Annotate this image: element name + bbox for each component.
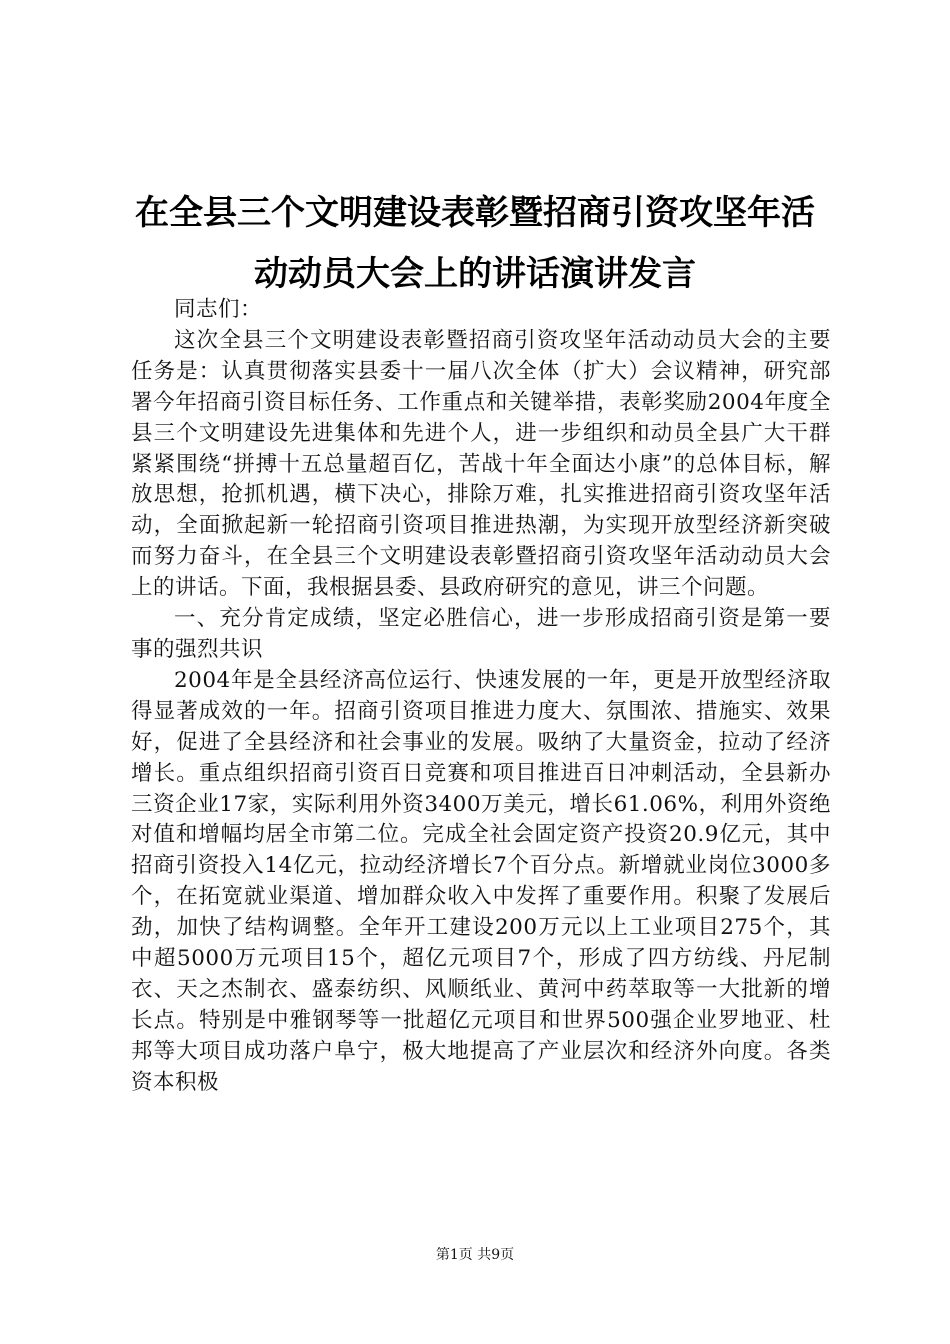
document-title-line2: 动动员大会上的讲话演讲发言 <box>254 254 696 294</box>
salutation: 同志们： <box>174 297 263 322</box>
document-body <box>131 295 831 1099</box>
document-title-line1: 在全县三个文明建设表彰暨招商引资攻坚年活 <box>135 193 815 233</box>
body-paragraph: 这次全县三个文明建设表彰暨招商引资攻坚年活动动员大会的主要任务是：认真贯彻落实县委十一届八次全体（扩大）会议精神，研究部署今年招商引资目标任务、工作重点和关键举措，表彰奖励2004年度全县三个文明建设先进集体和先进个人，进一步组织和动员全县广大干群紧紧围绕“拼搏十五总量超百亿，苦战十年全面达小康”的总体目标，解放思想，抢抓机遇，横下决心，排除万难，扎实推进招商引资攻坚年活动，全面掀起新一轮招商引资项目推进热潮，为实现开放型经济新突破而努力奋斗，在全县三个文明建设表彰暨招商引资攻坚年活动动员大会上的讲话。下面，我根据县委、县政府研究的意见，讲三个问题。 <box>131 327 831 601</box>
page-footer: 第1页 共9页 <box>435 1247 515 1263</box>
body-paragraph: 2004年是全县经济高位运行、快速发展的一年，更是开放型经济取得显著成效的一年。招商引资项目推进力度大、氛围浓、措施实、效果好，促进了全县经济和社会事业的发展。吸纳了大量资金，拉动了经济增长。重点组织招商引资百日竞赛和项目推进百日冲刺活动，全县新办三资企业17家，实际利用外资3400万美元，增长61.06%，利用外资绝对值和增幅均居全市第二位。完成全社会固定资产投资20.9亿元，其中招商引资投入14亿元，拉动经济增长7个百分点。新增就业岗位3000多个，在拓宽就业渠道、增加群众收入中发挥了重要作用。积聚了发展后劲，加快了结构调整。全年开工建设200万元以上工业项目275个，其中超5000万元项目15个，超亿元项目7个，形成了四方纺线、丹尼制衣、天之杰制衣、盛泰纺织、风顺纸业、黄河中药萃取等一大批新的增长点。特别是中雅钢琴等一批超亿元项目和世界500强企业罗地亚、杜邦等大项目成功落户阜宁，极大地提高了产业层次和经济外向度。各类资本积极 <box>131 667 831 1095</box>
section-heading: 一、充分肯定成绩，坚定必胜信心，进一步形成招商引资是第一要事的强烈共识 <box>131 606 831 662</box>
